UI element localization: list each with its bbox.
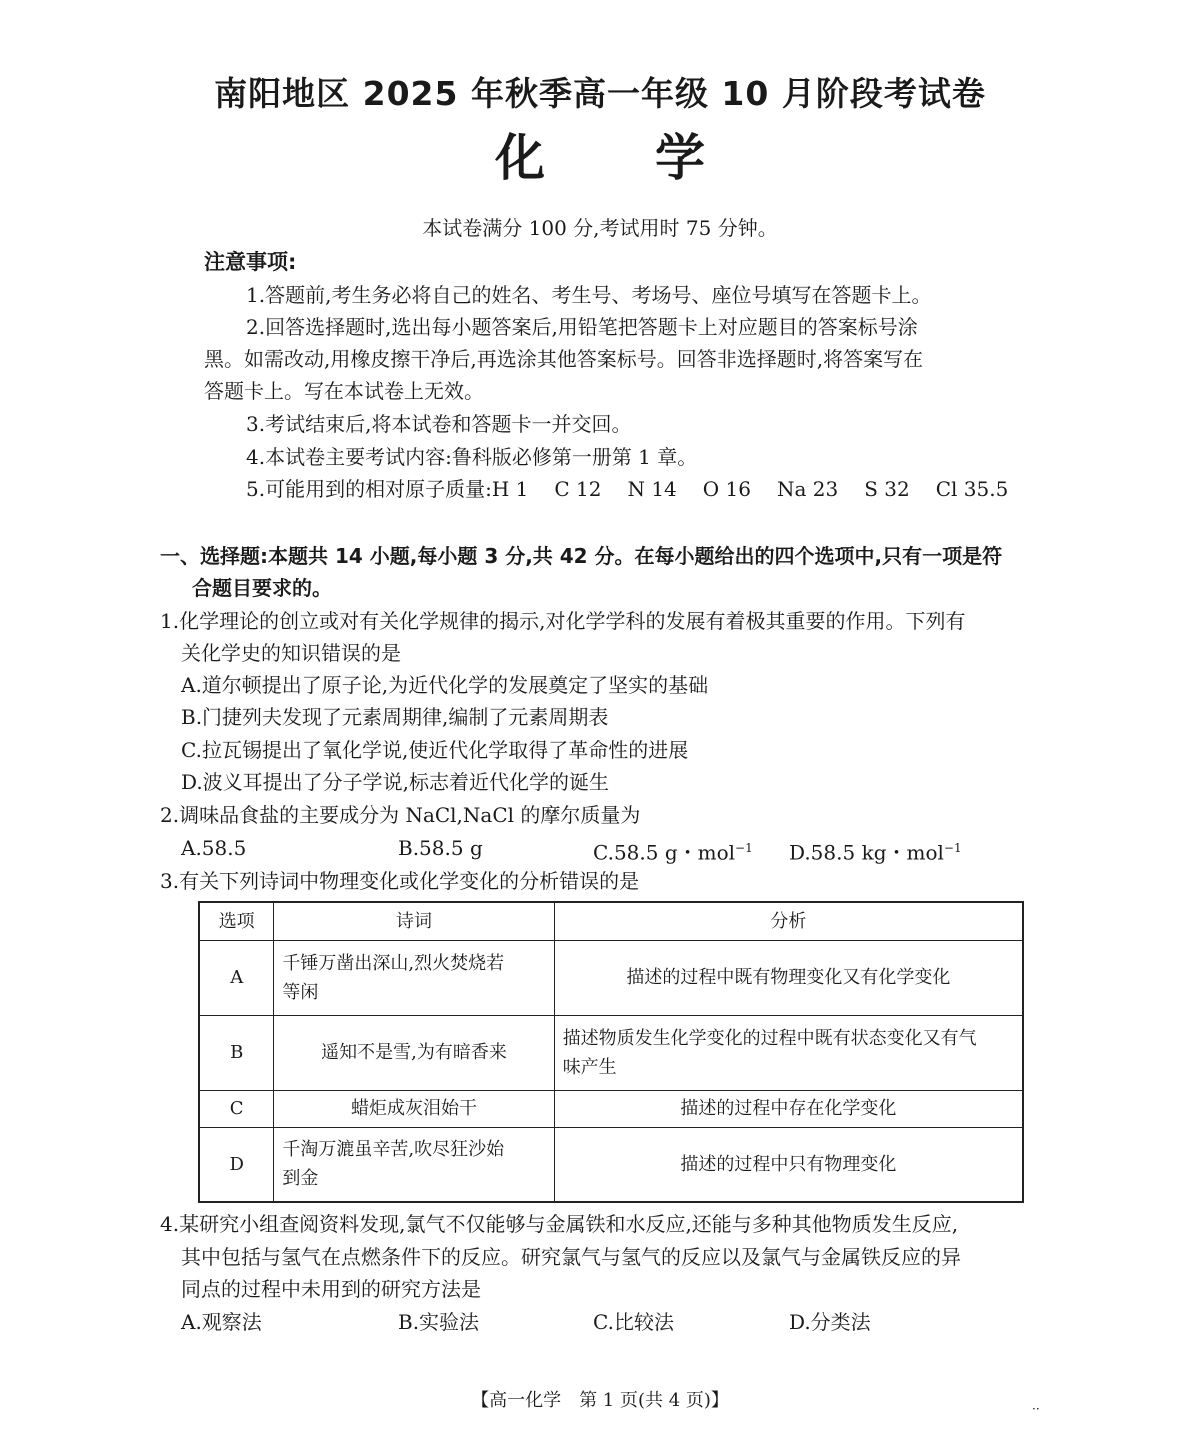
q3-header-row: [199, 902, 1023, 940]
q3-row-d-poem: [274, 1127, 554, 1202]
q3-header-option: 选项: [199, 902, 274, 940]
q3-row-b-analysis-line-1: 描述物质发生化学变化的过程中既有状态变化又有气: [562, 1027, 977, 1049]
q3-row-d-poem-line-2: 到金: [282, 1168, 319, 1190]
q2-option-d-exponent: −1: [943, 841, 962, 855]
q2-option-c: [593, 832, 753, 869]
notice-heading: 注意事项:: [204, 250, 297, 274]
q2-option-b: B.58.5 g: [398, 836, 483, 860]
atomic-mass-na: Na 23: [776, 477, 839, 501]
q1-option-b: B.门捷列夫发现了元素周期律,编制了元素周期表: [181, 705, 609, 729]
atomic-mass-prefix: 5.可能用到的相对原子质量:: [246, 477, 492, 501]
q3-row-a-poem-line-1: 千锤万凿出深山,烈火焚烧若: [282, 952, 505, 974]
q4-option-a: A.观察法: [181, 1310, 262, 1334]
notice-line-3: 黑。如需改动,用橡皮擦干净后,再选涂其他答案标号。回答非选择题时,将答案写在: [204, 347, 924, 371]
corner-mark: ··: [1032, 1402, 1040, 1416]
q3-row-a-poem: [274, 940, 554, 1015]
atomic-mass-c: C 12: [554, 477, 602, 501]
q3-row-a-option: A: [199, 940, 274, 1015]
q3-row-d-option: D: [199, 1127, 274, 1202]
q4-stem-line-1: 4.某研究小组查阅资料发现,氯气不仅能够与金属铁和水反应,还能与多种其他物质发生反应,: [160, 1212, 959, 1236]
atomic-mass-n: N 14: [627, 477, 677, 501]
q4-stem-line-2: 其中包括与氢气在点燃条件下的反应。研究氯气与氢气的反应以及氯气与金属铁反应的异: [181, 1245, 961, 1269]
notice-line-1: 1.答题前,考生务必将自己的姓名、考生号、考场号、座位号填写在答题卡上。: [246, 283, 932, 307]
q3-row-b-option: B: [199, 1015, 274, 1090]
page-footer: 【高一化学 第 1 页(共 4 页)】: [471, 1390, 729, 1411]
atomic-mass-h: H 1: [491, 477, 529, 501]
q3-table: [198, 901, 1024, 1203]
q3-row-b: [199, 1015, 1023, 1090]
exam-title: 南阳地区 2025 年秋季高一年级 10 月阶段考试卷: [214, 74, 986, 113]
q3-row-c: [199, 1090, 1023, 1127]
subject-title: [0, 118, 1200, 190]
q3-row-a: [199, 940, 1023, 1015]
q3-header-analysis: 分析: [554, 902, 1023, 940]
q3-row-d-analysis: 描述的过程中只有物理变化: [554, 1127, 1023, 1202]
q3-row-a-analysis: 描述的过程中既有物理变化又有化学变化: [554, 940, 1023, 1015]
notice-line-6: 4.本试卷主要考试内容:鲁科版必修第一册第 1 章。: [246, 445, 698, 469]
q3-row-c-option: C: [199, 1090, 274, 1127]
q3-row-b-analysis: [554, 1015, 1023, 1090]
subject-char-2: 学: [655, 129, 705, 187]
q1-option-d: D.波义耳提出了分子学说,标志着近代化学的诞生: [181, 770, 610, 794]
q4-option-b: B.实验法: [398, 1310, 480, 1334]
atomic-mass-cl: Cl 35.5: [935, 477, 1009, 501]
q2-option-d-text: D.58.5 kg・mol: [789, 840, 944, 865]
q1-option-c: C.拉瓦锡提出了氧化学说,使近代化学取得了革命性的进展: [181, 738, 689, 762]
q2-option-d: [789, 832, 962, 869]
q2-option-c-exponent: −1: [735, 841, 753, 855]
q3-row-a-poem-line-2: 等闲: [282, 981, 319, 1003]
q1-option-a: A.道尔顿提出了原子论,为近代化学的发展奠定了坚实的基础: [181, 673, 709, 697]
q4-stem-line-3: 同点的过程中未用到的研究方法是: [181, 1277, 481, 1301]
subject-char-1: 化: [495, 129, 545, 187]
q3-stem: 3.有关下列诗词中物理变化或化学变化的分析错误的是: [160, 869, 640, 893]
q1-stem-line-2: 关化学史的知识错误的是: [181, 641, 401, 665]
q2-stem: 2.调味品食盐的主要成分为 NaCl,NaCl 的摩尔质量为: [160, 803, 641, 827]
exam-meta: 本试卷满分 100 分,考试用时 75 分钟。: [422, 216, 778, 240]
section-heading-line-2: 合题目要求的。: [192, 576, 332, 600]
q3-row-b-poem: 遥知不是雪,为有暗香来: [274, 1015, 554, 1090]
q1-stem-line-1: 1.化学理论的创立或对有关化学规律的揭示,对化学学科的发展有着极其重要的作用。下列有: [160, 609, 966, 633]
q3-row-d: [199, 1127, 1023, 1202]
q2-option-a: A.58.5: [181, 836, 247, 860]
q3-row-c-poem: 蜡炬成灰泪始干: [274, 1090, 554, 1127]
q3-row-d-poem-line-1: 千淘万漉虽辛苦,吹尽狂沙始: [282, 1139, 505, 1161]
notice-line-4: 答题卡上。写在本试卷上无效。: [204, 379, 484, 403]
q3-header-poem: 诗词: [274, 902, 554, 940]
section-heading-line-1: 一、选择题:本题共 14 小题,每小题 3 分,共 42 分。在每小题给出的四个选项中,只有一项是符: [160, 544, 1003, 568]
q3-row-c-analysis: 描述的过程中存在化学变化: [554, 1090, 1023, 1127]
notice-line-atomic-masses: [246, 473, 1008, 505]
atomic-mass-o: O 16: [702, 477, 751, 501]
notice-line-5: 3.考试结束后,将本试卷和答题卡一并交回。: [246, 412, 632, 436]
q4-option-d: D.分类法: [789, 1310, 871, 1334]
section-heading: [160, 540, 1002, 604]
notice-line-2: 2.回答选择题时,选出每小题答案后,用铅笔把答题卡上对应题目的答案标号涂: [246, 315, 918, 339]
atomic-mass-s: S 32: [864, 477, 910, 501]
q3-row-b-analysis-line-2: 味产生: [562, 1056, 617, 1078]
q2-option-c-text: C.58.5 g・mol: [593, 840, 736, 865]
q4-option-c: C.比较法: [593, 1310, 674, 1334]
